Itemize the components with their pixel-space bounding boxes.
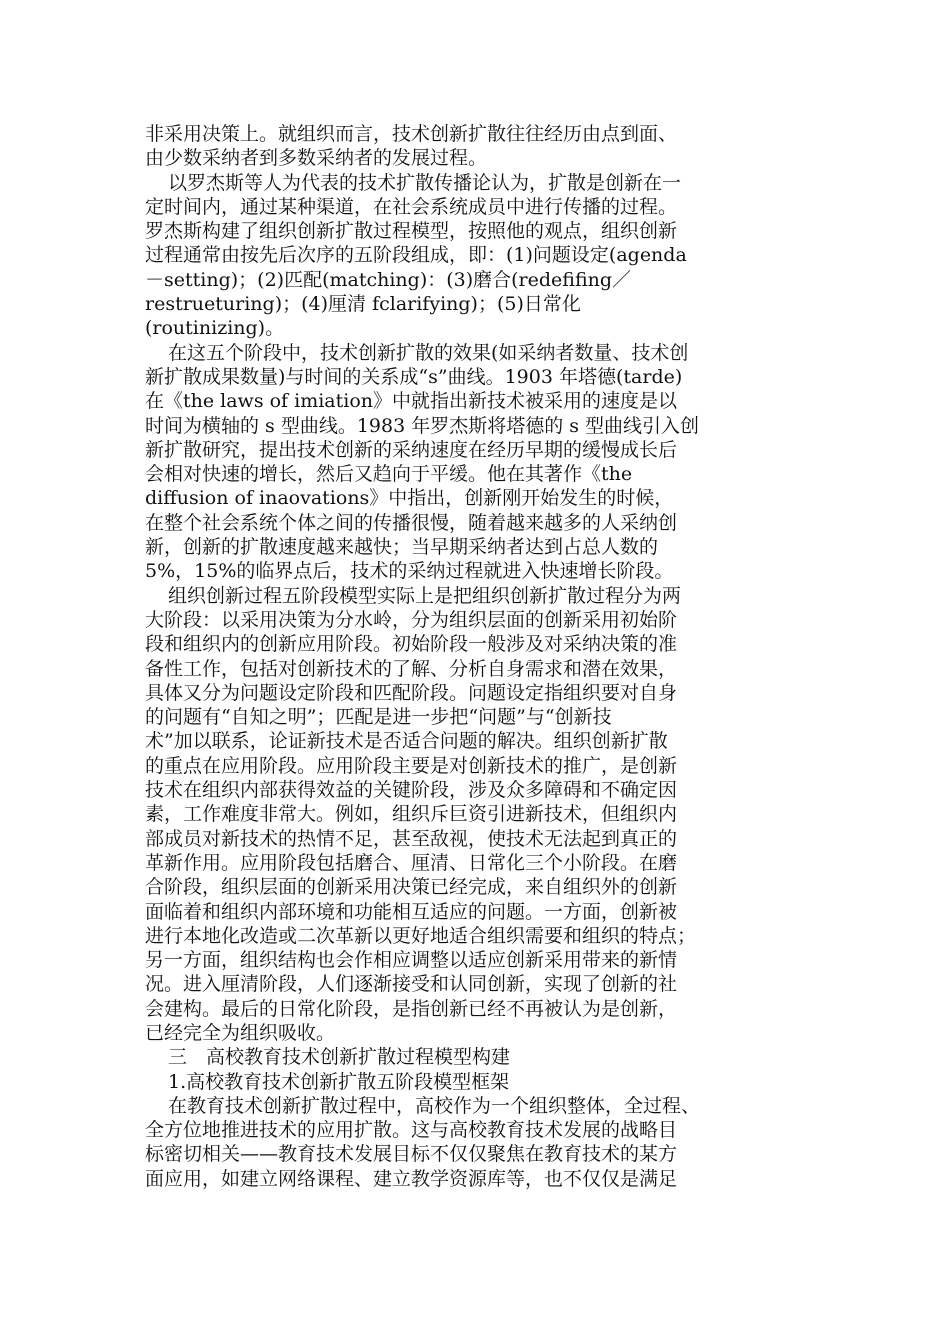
text-line: 会相对快速的增长，然后又趋向于平缓。他在其著作《the xyxy=(145,463,633,486)
text-line: 部成员对新技术的热情不足，甚至敌视，使技术无法起到真正的 xyxy=(145,827,678,850)
text-line: 三 高校教育技术创新扩散过程模型构建 xyxy=(168,1046,511,1069)
text-line: 1.高校教育技术创新扩散五阶段模型框架 xyxy=(168,1070,510,1093)
text-line: 在《the laws of imiation》中就指出新技术被采用的速度是以 xyxy=(145,390,678,413)
paragraph xyxy=(145,171,795,341)
text-line: 新扩散成果数量)与时间的关系成“s”曲线。1903 年塔德(tarde) xyxy=(145,365,683,388)
text-line: 的问题有“自知之明”；匹配是进一步把“问题”与“创新技 xyxy=(145,706,612,729)
text-line: 进行本地化改造或二次革新以更好地适合组织需要和组织的特点； xyxy=(145,924,697,947)
text-line: 面临着和组织内部环境和功能相互适应的问题。一方面，创新被 xyxy=(145,900,678,923)
paragraph xyxy=(145,1045,795,1069)
text-line: 过程通常由按先后次序的五阶段组成，即：(1)问题设定(agenda xyxy=(145,244,687,267)
paragraph xyxy=(145,1094,795,1191)
text-line: 技术在组织内部获得效益的关键阶段，涉及众多障碍和不确定因 xyxy=(145,779,678,802)
text-line: 在整个社会系统个体之间的传播很慢，随着越来越多的人采纳创 xyxy=(145,511,678,534)
text-line: 由少数采纳者到多数采纳者的发展过程。 xyxy=(145,147,488,170)
text-line: 标密切相关——教育技术发展目标不仅仅聚焦在教育技术的某方 xyxy=(145,1143,678,1166)
text-line: 非采用决策上。就组织而言，技术创新扩散往往经历由点到面、 xyxy=(145,123,678,145)
paragraph xyxy=(145,584,795,1046)
text-line: 定时间内，通过某种渠道，在社会系统成员中进行传播的过程。 xyxy=(145,195,678,218)
paragraph xyxy=(145,1070,795,1094)
text-line: 备性工作，包括对创新技术的了解、分析自身需求和潜在效果， xyxy=(145,657,678,680)
paragraph xyxy=(145,122,795,171)
text-line: 组织创新过程五阶段模型实际上是把组织创新扩散过程分为两 xyxy=(168,584,682,607)
text-line: 面应用，如建立网络课程、建立教学资源库等，也不仅仅是满足 xyxy=(145,1167,678,1190)
text-line: 新，创新的扩散速度越来越快；当早期采纳者达到占总人数的 xyxy=(145,536,659,559)
text-line: 术”加以联系，论证新技术是否适合问题的解决。组织创新扩散 xyxy=(145,730,668,753)
text-line: 具体又分为问题设定阶段和匹配阶段。问题设定指组织要对自身 xyxy=(145,681,678,704)
text-line: －setting)；(2)匹配(matching)：(3)磨合(redefifing／ xyxy=(145,268,632,291)
text-line: 新扩散研究，提出技术创新的采纳速度在经历早期的缓慢成长后 xyxy=(145,438,678,461)
text-line: restrueturing)；(4)厘清 fclarifying)；(5)日常化 xyxy=(145,293,581,316)
text-line: 况。进入厘清阶段，人们逐渐接受和认同创新，实现了创新的社 xyxy=(145,973,678,996)
text-line: (routinizing)。 xyxy=(145,317,285,340)
text-line: 大阶段：以采用决策为分水岭，分为组织层面的创新采用初始阶 xyxy=(145,608,678,631)
text-line: 在这五个阶段中，技术创新扩散的效果(如采纳者数量、技术创 xyxy=(168,341,689,364)
text-line: 段和组织内的创新应用阶段。初始阶段一般涉及对采纳决策的准 xyxy=(145,633,678,656)
text-line: 另一方面，组织结构也会作相应调整以适应创新采用带来的新情 xyxy=(145,949,678,972)
text-line: 5%，15%的临界点后，技术的采纳过程就进入快速增长阶段。 xyxy=(145,560,674,583)
text-line: diffusion of inaovations》中指出，创新刚开始发生的时候， xyxy=(145,487,674,510)
text-line: 合阶段，组织层面的创新采用决策已经完成，来自组织外的创新 xyxy=(145,876,678,899)
text-line: 已经完全为组织吸收。 xyxy=(145,1021,336,1044)
paragraph xyxy=(145,341,795,584)
text-line: 全方位地推进技术的应用扩散。这与高校教育技术发展的战略目 xyxy=(145,1119,678,1142)
text-line: 时间为横轴的 s 型曲线。1983 年罗杰斯将塔德的 s 型曲线引入创 xyxy=(145,414,700,437)
text-line: 会建构。最后的日常化阶段，是指创新已经不再被认为是创新， xyxy=(145,997,678,1020)
document-body xyxy=(145,122,795,1191)
text-line: 素，工作难度非常大。例如，组织斥巨资引进新技术，但组织内 xyxy=(145,803,678,826)
text-line: 以罗杰斯等人为代表的技术扩散传播论认为，扩散是创新在一 xyxy=(168,171,682,194)
text-line: 罗杰斯构建了组织创新扩散过程模型，按照他的观点，组织创新 xyxy=(145,220,678,243)
text-line: 的重点在应用阶段。应用阶段主要是对创新技术的推广，是创新 xyxy=(145,754,678,777)
text-line: 在教育技术创新扩散过程中，高校作为一个组织整体，全过程、 xyxy=(168,1094,701,1117)
text-line: 革新作用。应用阶段包括磨合、厘清、日常化三个小阶段。在磨 xyxy=(145,851,678,874)
